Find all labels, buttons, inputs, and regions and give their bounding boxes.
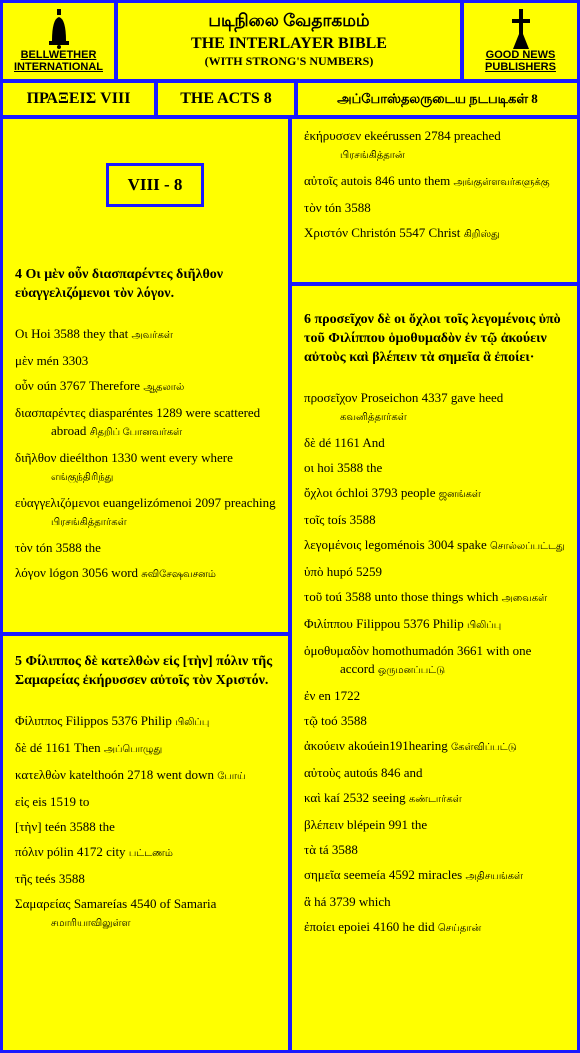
greek-word: τῆς (15, 871, 33, 886)
tamil-gloss: அதிசயங்கள் (465, 871, 524, 882)
english-gloss: dé 1161 Then (29, 740, 101, 755)
word-entry (15, 564, 278, 584)
tamil-gloss: சுவிசேஷவசனம் (141, 569, 216, 580)
greek-word: δὲ (304, 435, 316, 450)
verse-5-text: 5 Φίλιππος δὲ κατελθὼν εἰς [τὴν] πόλιν τῆς Σαμαρείας ἐκήρυσσεν αὐτοῖς τὸν Χριστόν. (15, 654, 273, 688)
greek-word: αὐτοὺς (304, 765, 341, 780)
tamil-gloss: பிரசங்கித்தான் (340, 150, 405, 161)
word-entry (304, 563, 567, 581)
word-entry (304, 918, 567, 938)
greek-word: λόγον (15, 565, 46, 580)
verse-5-panel (3, 636, 288, 1050)
bell-logo-icon (48, 9, 70, 49)
tamil-gloss: சிதறிப் போனவர்கள் (89, 427, 183, 438)
title-subtitle: (WITH STRONG'S NUMBERS) (204, 54, 374, 68)
bellwether-logo (3, 3, 114, 79)
english-gloss: tón 3588 the (35, 540, 101, 555)
greek-word: ἐποίει (304, 919, 335, 934)
word-entry (304, 172, 567, 192)
greek-word: ἐκήρυσσεν (304, 128, 362, 143)
word-entry (304, 511, 567, 529)
greek-word: ὁμοθυμαδὸν (304, 643, 369, 658)
english-gloss: hoi 3588 the (317, 460, 383, 475)
english-gloss: lógon 3056 word (49, 565, 139, 580)
greek-word: προσεῖχον (304, 390, 358, 405)
english-gloss: toú 3588 unto those things which (325, 589, 499, 604)
goodnews-logo (464, 3, 577, 79)
chapter-badge: VIII - 8 (106, 163, 204, 207)
english-gloss: teés 3588 (35, 871, 85, 886)
word-entry (304, 224, 567, 244)
greek-word: αὐτοῖς (304, 173, 338, 188)
greek-word: τὸν (15, 540, 33, 555)
greek-word: Φιλίππου (304, 616, 353, 631)
tamil-gloss: கண்டார்கள் (408, 794, 462, 805)
greek-word: κατελθὼν (15, 767, 66, 782)
english-gloss: Proseichon 4337 gave heed (360, 390, 504, 405)
goodnews-logo-text: GOOD NEWS PUBLISHERS (485, 49, 556, 73)
greek-word: Φίλιππος (15, 713, 63, 728)
word-entry (304, 687, 567, 705)
verse-4-words (15, 325, 278, 584)
title-tamil: படிநிலை வேதாகமம் (208, 11, 370, 30)
word-entry (304, 459, 567, 477)
tamil-gloss: சொல்லப்பட்டது (490, 541, 565, 552)
word-entry (304, 615, 567, 635)
english-gloss: epoiei 4160 he did (338, 919, 435, 934)
greek-word: τὸν (304, 200, 322, 215)
english-gloss: Hoi 3588 they that (31, 326, 129, 341)
word-entry (15, 494, 278, 532)
tamil-gloss: அங்குள்ளவர்களுக்கு (453, 177, 550, 188)
word-entry (304, 893, 567, 911)
title-english: THE INTERLAYER BIBLE (191, 35, 387, 52)
tamil-gloss: பிலிப்பு (467, 620, 502, 631)
verse-4-text: 4 Οι μὲν οὖν διασπαρέντες διῆλθον εὐαγγελιζόμενοι τὸν λόγον. (15, 267, 224, 301)
greek-word: ἃ (304, 894, 311, 909)
english-gloss: toís 3588 (327, 512, 376, 527)
book-tamil: அப்போஸ்தலருடைய நடபடிகள் 8 (298, 83, 577, 115)
english-gloss: seemeía 4592 miracles (343, 867, 463, 882)
greek-word: οὖν (15, 378, 34, 393)
greek-word: ὄχλοι (304, 485, 333, 500)
word-entry (15, 449, 278, 487)
english-gloss: oún 3767 Therefore (37, 378, 141, 393)
greek-word: πόλιν (15, 844, 44, 859)
english-gloss: akoúein191hearing (348, 738, 448, 753)
tamil-gloss: பிரசங்கித்தார்கள் (51, 517, 127, 528)
tamil-gloss: கிறிஸ்து (463, 229, 500, 240)
word-entry (304, 866, 567, 886)
word-entry (304, 199, 567, 217)
book-english: THE ACTS 8 (158, 83, 294, 115)
word-entry (15, 352, 278, 370)
word-entry (15, 818, 278, 836)
word-entry (15, 843, 278, 863)
tamil-gloss: ஜனங்கள் (438, 489, 481, 500)
english-gloss: autoús 846 and (343, 765, 423, 780)
word-entry (304, 712, 567, 730)
tamil-gloss: பட்டணம் (128, 848, 173, 859)
verse-5-words (15, 712, 278, 933)
word-entry (304, 816, 567, 834)
verse-4-panel (3, 119, 288, 632)
tamil-gloss: செய்தான் (437, 923, 482, 934)
word-entry (15, 766, 278, 786)
word-entry (304, 588, 567, 608)
tamil-gloss: கேள்விப்பட்டு (451, 742, 517, 753)
word-entry (15, 712, 278, 732)
greek-word: Σαμαρείας (15, 896, 71, 911)
word-entry (15, 377, 278, 397)
tamil-gloss: பிலிப்பு (175, 717, 210, 728)
tamil-gloss: அவைகள் (501, 593, 548, 604)
word-entry (304, 841, 567, 859)
english-gloss: teén 3588 the (44, 819, 115, 834)
english-gloss: Filippos 5376 Philip (65, 713, 172, 728)
english-gloss: pólin 4172 city (46, 844, 126, 859)
book-greek: ΠΡΑΞΕΙΣ VIII (3, 83, 154, 115)
word-entry (304, 389, 567, 427)
greek-word: καὶ (304, 790, 321, 805)
english-gloss: há 3739 which (314, 894, 391, 909)
english-gloss: ekeérussen 2784 preached (364, 128, 501, 143)
english-gloss: legoménois 3004 spake (364, 537, 487, 552)
word-entry (304, 434, 567, 452)
english-gloss: dieélthon 1330 went every where (59, 450, 233, 465)
greek-word: βλέπειν (304, 817, 344, 832)
tamil-gloss: ஒருமனப்பட்டு (377, 665, 446, 676)
word-entry (15, 539, 278, 557)
word-entry (15, 739, 278, 759)
greek-word: οι (304, 460, 314, 475)
word-entry (304, 789, 567, 809)
english-gloss: hupó 5259 (326, 564, 382, 579)
greek-word: τὰ (304, 842, 317, 857)
title-block (118, 3, 460, 79)
greek-word: ἐν (304, 688, 316, 703)
greek-word: Οι (15, 326, 28, 341)
english-gloss: eis 1519 to (32, 794, 90, 809)
verse-6-text: 6 προσεῖχον δὲ οι ὄχλοι τοῖς λεγομένοις ὑπὸ τοῦ Φιλίππου ὁμοθυμαδὸν ἐν τῷ ἀκούειν αὐτοὺς καὶ βλέπειν τὰ σημεῖα ἃ ἐποίει· (304, 312, 561, 365)
english-gloss: tón 3588 (324, 200, 371, 215)
english-gloss: Filippou 5376 Philip (356, 616, 464, 631)
tamil-gloss: சமாரியாவிலுள்ள (51, 918, 131, 929)
greek-word: λεγομένοις (304, 537, 362, 552)
word-entry (304, 484, 567, 504)
cross-logo-icon (510, 9, 532, 49)
verse-6-panel (292, 286, 577, 1050)
greek-word: [τὴν] (15, 819, 42, 834)
word-entry (15, 404, 278, 442)
tamil-gloss: ஆதலால் (143, 382, 185, 393)
word-entry (304, 127, 567, 165)
greek-word: Χριστόν (304, 225, 348, 240)
english-gloss: mén 3303 (36, 353, 89, 368)
word-entry (304, 642, 567, 680)
english-gloss: autois 846 unto them (340, 173, 451, 188)
greek-word: ἀκούειν (304, 738, 345, 753)
english-gloss: Samareías 4540 of Samaria (73, 896, 217, 911)
english-gloss: en 1722 (318, 688, 361, 703)
english-gloss: óchloi 3793 people (335, 485, 436, 500)
english-gloss: euangelizómenoi 2097 preaching (103, 495, 276, 510)
greek-word: τοῖς (304, 512, 325, 527)
verse-5-continued-words (304, 127, 567, 244)
word-entry (304, 764, 567, 782)
greek-word: δὲ (15, 740, 27, 755)
word-entry (15, 793, 278, 811)
english-gloss: katelthoón 2718 went down (69, 767, 214, 782)
greek-word: εἰς (15, 794, 30, 809)
greek-word: διασπαρέντες (15, 405, 86, 420)
tamil-gloss: கவனித்தார்கள் (340, 412, 407, 423)
word-entry (15, 325, 278, 345)
tamil-gloss: அவர்கள் (131, 330, 173, 341)
tamil-gloss: எங்குந்திரிந்து (51, 472, 114, 483)
english-gloss: homothumadón 3661 with one accord (340, 643, 532, 676)
verse-5-continued-panel (292, 119, 577, 282)
greek-word: σημεῖα (304, 867, 341, 882)
greek-word: τῷ (304, 713, 318, 728)
bellwether-logo-text: BELLWETHER INTERNATIONAL (13, 49, 103, 73)
english-gloss: toó 3588 (321, 713, 367, 728)
greek-word: ὑπὸ (304, 564, 324, 579)
greek-word: διῆλθον (15, 450, 57, 465)
word-entry (304, 737, 567, 757)
english-gloss: kaí 2532 seeing (324, 790, 406, 805)
english-gloss: Christón 5547 Christ (351, 225, 461, 240)
word-entry (15, 895, 278, 933)
tamil-gloss: அப்பொழுது (103, 744, 163, 755)
word-entry (304, 536, 567, 556)
english-gloss: blépein 991 the (347, 817, 428, 832)
greek-word: τοῦ (304, 589, 323, 604)
greek-word: εὐαγγελιζόμενοι (15, 495, 100, 510)
english-gloss: tá 3588 (319, 842, 358, 857)
greek-word: μὲν (15, 353, 34, 368)
verse-6-words (304, 389, 567, 938)
english-gloss: diasparéntes 1289 were scattered abroad (51, 405, 261, 438)
tamil-gloss: போய் (217, 771, 246, 782)
word-entry (15, 870, 278, 888)
english-gloss: dé 1161 And (318, 435, 385, 450)
